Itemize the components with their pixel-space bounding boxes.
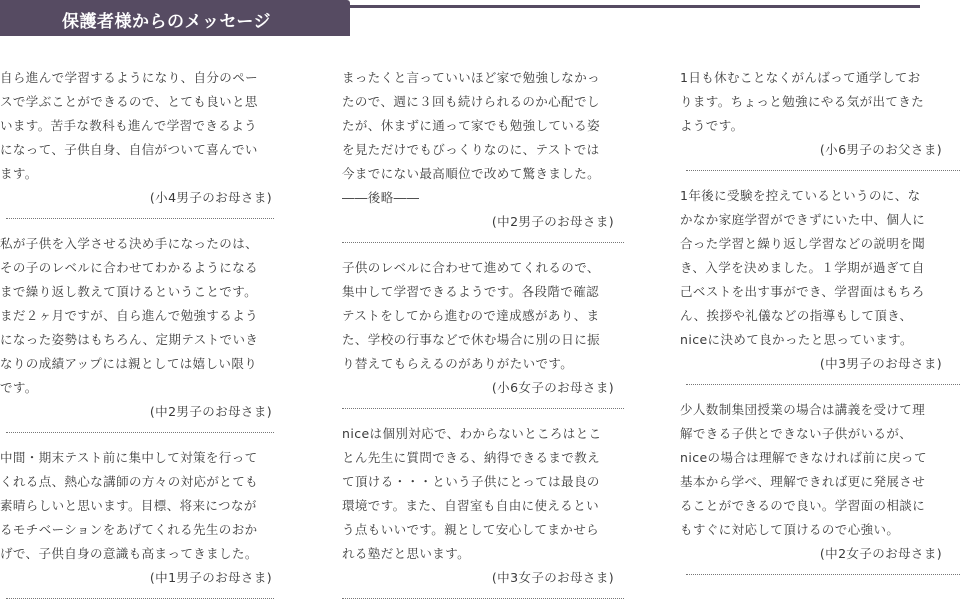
dotted-divider — [6, 218, 274, 219]
message-line: 素晴らしいと思います。目標、将来につなが — [0, 498, 257, 513]
message-line: を見ただけでもびっくりなのに、テストでは — [342, 142, 600, 157]
message-author: (小4男子のお母さま) — [149, 190, 272, 205]
message-line: 己ベストを出す事ができ、学習面はもちろ — [680, 284, 925, 299]
message-line: になった姿勢はもちろん、定期テストでいき — [0, 332, 259, 347]
message-line: niceに決めて良かったと思っています。 — [680, 332, 913, 347]
message-line: まで繰り返し教えて頂けるということです。 — [0, 284, 258, 299]
message-line: ん、挨拶や礼儀などの指導もして頂き、 — [680, 308, 913, 323]
message-line: 子供のレベルに合わせて進めてくれるので、 — [342, 260, 600, 275]
dotted-divider — [686, 384, 960, 385]
message-line: もすぐに対応して頂けるので心強い。 — [680, 522, 900, 537]
message-author: (小6女子のお母さま) — [491, 380, 614, 395]
message-line: niceの場合は理解できなければ前に戻って — [680, 450, 927, 465]
message-line: ようです。 — [680, 118, 744, 133]
dotted-divider — [342, 598, 624, 599]
message-line: 解できる子供とできない子供がいるが、 — [680, 426, 913, 441]
message-line: その子のレベルに合わせてわかるようになる — [0, 260, 259, 275]
message-line: れる塾だと思います。 — [342, 546, 471, 561]
message-line: くれる点、熱心な講師の方々の対応がとても — [0, 474, 259, 489]
message-line: げで、子供自身の意識も高まってきました。 — [0, 546, 258, 561]
parent-message — [0, 446, 282, 590]
message-line: 中間・期末テスト前に集中して対策を行って — [0, 450, 258, 465]
message-line: て頂ける・・・という子供にとっては最良の — [342, 474, 600, 489]
parent-message — [0, 66, 282, 210]
message-line: になって、子供自身、自信がついて喜んでい — [0, 142, 258, 157]
message-line: たので、週に３回も続けられるのか心配でし — [342, 94, 600, 109]
message-line: まったくと言っていいほど家で勉強しなかっ — [342, 70, 601, 85]
message-author: (中2男子のお母さま) — [491, 214, 614, 229]
message-line: るモチベーションをあげてくれる先生のおか — [0, 522, 258, 537]
message-line: まだ２ヶ月ですが、自ら進んで勉強するよう — [0, 308, 259, 323]
message-line: き、入学を決めました。１学期が過ぎて自 — [680, 260, 925, 275]
message-line: 少人数制集団授業の場合は講義を受けて理 — [680, 402, 926, 417]
message-line: います。苦手な教科も進んで学習できるよう — [0, 118, 258, 133]
message-column-3 — [680, 66, 952, 588]
message-line: う点もいいです。親として安心してまかせら — [342, 522, 600, 537]
message-author: (小6男子のお父さま) — [819, 142, 942, 157]
message-column-1 — [0, 66, 282, 612]
message-line: とん先生に質問できる、納得できるまで教え — [342, 450, 601, 465]
parent-message — [680, 66, 952, 162]
message-line: り替えてもらえるのがありがたいです。 — [342, 356, 574, 371]
message-line: 集中して学習できるようです。各段階で確認 — [342, 284, 600, 299]
parent-message — [342, 256, 624, 400]
message-line: 1日も休むことなくがんばって通学してお — [680, 70, 921, 85]
dotted-divider — [6, 598, 274, 599]
dotted-divider — [6, 432, 274, 433]
message-line: です。 — [0, 380, 38, 395]
message-line: 自ら進んで学習するようになり、自分のペー — [0, 70, 259, 85]
dotted-divider — [686, 574, 960, 575]
message-line: 私が子供を入学させる決め手になったのは、 — [0, 236, 259, 251]
message-line: ――後略―― — [342, 190, 420, 205]
message-column-2 — [342, 66, 624, 612]
message-line: ることができるので良い。学習面の相談に — [680, 498, 926, 513]
parent-message — [342, 66, 624, 234]
section-header-tab — [0, 0, 350, 36]
parent-message — [680, 398, 952, 566]
message-author: (中3女子のお母さま) — [491, 570, 614, 585]
message-line: 今までにない最高順位で改めて驚きました。 — [342, 166, 601, 181]
message-line: 環境です。また、自習室も自由に使えるとい — [342, 498, 600, 513]
message-line: 基本から学べ、理解できれば更に発展させ — [680, 474, 926, 489]
parent-message — [0, 232, 282, 424]
message-line: 合った学習と繰り返し学習などの説明を聞 — [680, 236, 926, 251]
message-author: (中3男子のお母さま) — [819, 356, 942, 371]
message-line: たが、休まずに通って家でも勉強している姿 — [342, 118, 601, 133]
message-line: た、学校の行事などで休む場合に別の日に振 — [342, 332, 601, 347]
message-line: なりの成績アップには親としては嬉しい限り — [0, 356, 258, 371]
message-author: (中1男子のお母さま) — [149, 570, 272, 585]
section-title: 保護者様からのメッセージ — [62, 12, 271, 32]
dotted-divider — [342, 242, 624, 243]
parent-message — [680, 184, 952, 376]
message-line: かなか家庭学習ができずにいた中、個人に — [680, 212, 926, 227]
message-line: ります。ちょっと勉強にやる気が出てきた — [680, 94, 925, 109]
header-rule — [350, 5, 920, 8]
message-line: 1年後に受験を控えているというのに、な — [680, 188, 921, 203]
dotted-divider — [342, 408, 624, 409]
message-line: ます。 — [0, 166, 38, 181]
message-line: スで学ぶことができるので、とても良いと思 — [0, 94, 258, 109]
message-author: (中2女子のお母さま) — [819, 546, 942, 561]
message-line: niceは個別対応で、わからないところはとこ — [342, 426, 602, 441]
message-line: テストをしてから進むので達成感があり、ま — [342, 308, 600, 323]
message-author: (中2男子のお母さま) — [149, 404, 272, 419]
dotted-divider — [686, 170, 960, 171]
parent-message — [342, 422, 624, 590]
